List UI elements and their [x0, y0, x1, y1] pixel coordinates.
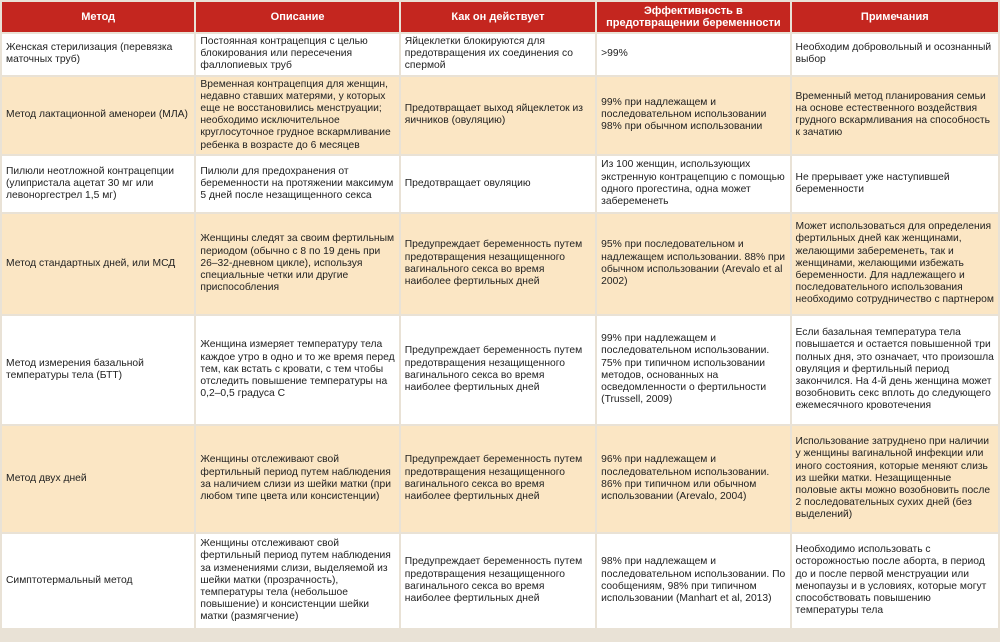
cell-notes: Необходим добровольный и осознанный выбор [792, 34, 998, 75]
table-row [2, 316, 998, 424]
cell-effectiveness: 98% при надлежащем и последовательном использовании. По сообщениям, 98% при типичном использовании (Manhart et al, 2013) [597, 534, 789, 628]
cell-how: Предупреждает беременность путем предотвращения незащищенного вагинального секса во время наиболее фертильных дней [401, 316, 595, 424]
cell-description: Пилюли для предохранения от беременности на протяжении максимум 5 дней после незащищенного секса [196, 156, 398, 212]
cell-effectiveness: 99% при надлежащем и последовательном использовании. 75% при типичном использовании методов, основанных на осведомленности о фертильности (Trussell, 2009) [597, 316, 789, 424]
cell-method: Симптотермальный метод [2, 534, 194, 628]
table-row [2, 214, 998, 314]
cell-effectiveness: >99% [597, 34, 789, 75]
header-effectiveness: Эффективность в предотвращении беременности [597, 2, 789, 32]
cell-method: Метод измерения базальной температуры тела (БТТ) [2, 316, 194, 424]
cell-how: Предупреждает беременность путем предотвращения незащищенного вагинального секса во время наиболее фертильных дней [401, 534, 595, 628]
header-notes: Примечания [792, 2, 998, 32]
cell-description: Женщины следят за своим фертильным периодом (обычно с 8 по 19 день при 26–32-дневном цикле), используя специальные четки или другие приспособления [196, 214, 398, 314]
table-row [2, 534, 998, 628]
cell-notes: Использование затруднено при наличии у женщины вагинальной инфекции или иного состояния, которые меняют слизь из шейки матки. Незащищенные половые акты можно возобновить после 2 последовательных сухих дней (без выделений) [792, 426, 998, 532]
cell-method: Метод двух дней [2, 426, 194, 532]
cell-description: Женщина измеряет температуру тела каждое утро в одно и то же время перед тем, как встать с кровати, с тем чтобы отследить повышение температуры на 0,2–0,5 градуса С [196, 316, 398, 424]
cell-how: Предупреждает беременность путем предотвращения незащищенного вагинального секса во время наиболее фертильных дней [401, 426, 595, 532]
cell-description: Временная контрацепция для женщин, недавно ставших матерями, у которых еще не восстановились менструации; необходимо исключительное круглосуточное грудное вскармливание ребенка в возрасте до 6 месяцев [196, 77, 398, 154]
header-description: Описание [196, 2, 398, 32]
table-header-row [2, 2, 998, 32]
cell-description: Постоянная контрацепция с целью блокирования или пересечения фаллопиевых труб [196, 34, 398, 75]
table-row [2, 426, 998, 532]
cell-notes: Необходимо использовать с осторожностью после аборта, в период до и после первой менструации или менопаузы и в условиях, которые могут способствовать повышению температуры тела [792, 534, 998, 628]
cell-method: Метод лактационной аменореи (МЛА) [2, 77, 194, 154]
cell-how: Предотвращает овуляцию [401, 156, 595, 212]
cell-effectiveness: 99% при надлежащем и последовательном использовании 98% при обычном использовании [597, 77, 789, 154]
table-row [2, 156, 998, 212]
cell-description: Женщины отслеживают свой фертильный период путем наблюдения за наличием слизи из шейки матки (при любом типе цвета или консистенции) [196, 426, 398, 532]
cell-effectiveness: Из 100 женщин, использующих экстренную контрацепцию с помощью одного прогестина, одна может забеременеть [597, 156, 789, 212]
header-method: Метод [2, 2, 194, 32]
cell-effectiveness: 96% при надлежащем и последовательном использовании. 86% при типичном или обычном использовании (Arevalo, 2004) [597, 426, 789, 532]
cell-description: Женщины отслеживают свой фертильный период путем наблюдения за изменениями слизи, выделяемой из шейки матки (прозрачность), температуры тела (небольшое повышение) и консистенции шейки матки (размягчение) [196, 534, 398, 628]
cell-method: Пилюли неотложной контрацепции (улипристала ацетат 30 мг или левоноргестрел 1,5 мг) [2, 156, 194, 212]
header-how-it-works: Как он действует [401, 2, 595, 32]
cell-notes: Может использоваться для определения фертильных дней как женщинами, желающими забеременеть, так и женщинами, желающими избежать беременности. Для надлежащего и последовательного использования необходимо сотрудничество с партнером [792, 214, 998, 314]
cell-method: Метод стандартных дней, или МСД [2, 214, 194, 314]
cell-notes: Если базальная температура тела повышается и остается повышенной три полных дня, это означает, что произошла овуляция и фертильный период закончился. На 4-й день женщина может возобновить секс вплоть до следующего ежемесячного кровотечения [792, 316, 998, 424]
cell-how: Предупреждает беременность путем предотвращения незащищенного вагинального секса во время наиболее фертильных дней [401, 214, 595, 314]
cell-notes: Временный метод планирования семьи на основе естественного воздействия грудного вскармливания на способность к зачатию [792, 77, 998, 154]
cell-notes: Не прерывает уже наступившей беременности [792, 156, 998, 212]
cell-effectiveness: 95% при последовательном и надлежащем использовании. 88% при обычном использовании (Arevalo et al 2002) [597, 214, 789, 314]
cell-how: Яйцеклетки блокируются для предотвращения их соединения со спермой [401, 34, 595, 75]
cell-method: Женская стерилизация (перевязка маточных труб) [2, 34, 194, 75]
table-row [2, 77, 998, 154]
table-row [2, 34, 998, 75]
cell-how: Предотвращает выход яйцеклеток из яичников (овуляцию) [401, 77, 595, 154]
